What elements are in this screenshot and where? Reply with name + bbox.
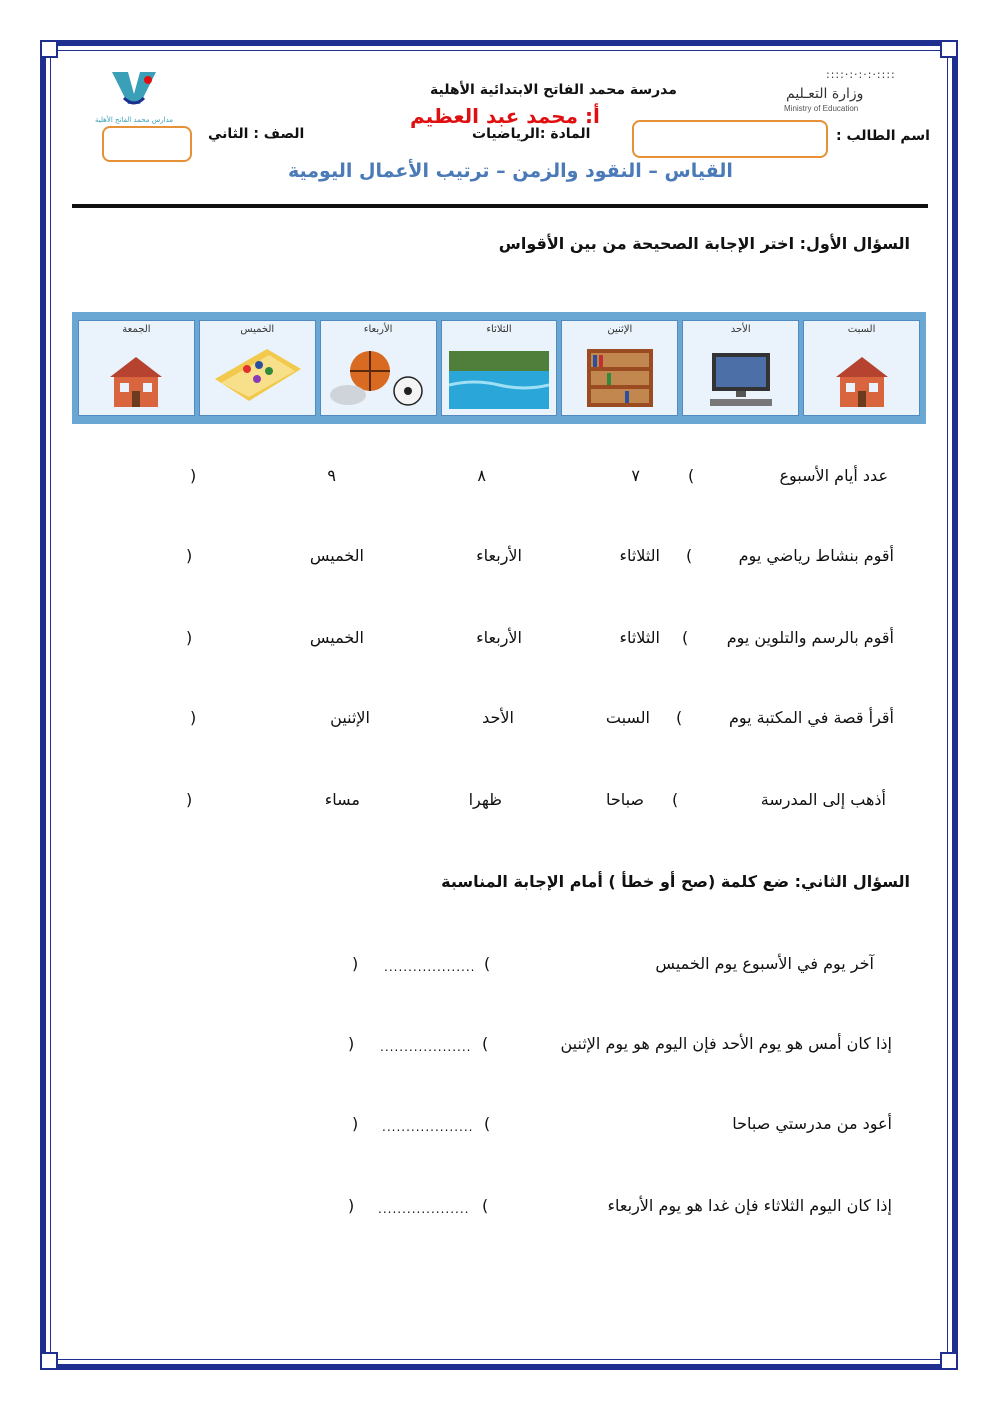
open-paren: ( bbox=[484, 954, 491, 973]
score-box[interactable] bbox=[102, 126, 192, 162]
logo-emblem-icon bbox=[84, 68, 184, 112]
close-paren: ) bbox=[190, 708, 197, 727]
open-paren: ( bbox=[688, 466, 695, 485]
close-paren: ) bbox=[348, 1034, 355, 1053]
answer-option[interactable]: الإثنين bbox=[330, 708, 370, 727]
day-card-sunday bbox=[682, 320, 799, 416]
house-icon bbox=[832, 353, 892, 409]
day-label: الجمعة bbox=[122, 324, 151, 335]
answer-blank[interactable]: ................... bbox=[378, 1202, 470, 1216]
subject-label: المادة :الرياضيات bbox=[472, 126, 591, 142]
answer-option[interactable]: الأربعاء bbox=[476, 628, 522, 647]
paint-palette-icon bbox=[207, 339, 307, 409]
open-paren: ( bbox=[482, 1034, 489, 1053]
day-card-monday bbox=[561, 320, 678, 416]
open-paren: ( bbox=[676, 708, 683, 727]
student-name-label: اسم الطالب : bbox=[836, 128, 930, 144]
ministry-name-en: Ministry of Education bbox=[784, 104, 859, 113]
pool-icon bbox=[449, 351, 549, 409]
q1-stem: أقوم بالرسم والتلوين يوم bbox=[726, 628, 894, 647]
ministry-name-ar: وزارة التعـليم bbox=[786, 86, 864, 102]
answer-option[interactable]: الخميس bbox=[309, 546, 364, 565]
day-card-friday bbox=[78, 320, 195, 416]
day-card-thursday bbox=[199, 320, 316, 416]
close-paren: ) bbox=[352, 1114, 359, 1133]
corner-ornament bbox=[40, 40, 58, 58]
day-label: السبت bbox=[847, 324, 876, 335]
close-paren: ) bbox=[348, 1196, 355, 1215]
answer-option[interactable]: ٨ bbox=[477, 466, 486, 485]
q1-stem: أقوم بنشاط رياضي يوم bbox=[738, 546, 894, 565]
q1-stem: عدد أيام الأسبوع bbox=[779, 466, 888, 485]
logo-caption: مدارس محمد الفاتح الأهلية bbox=[95, 116, 173, 124]
question-1-title: السؤال الأول: اختر الإجابة الصحيحة من بين الأقواس bbox=[498, 234, 910, 253]
day-label: الخميس bbox=[240, 324, 275, 335]
school-logo bbox=[84, 68, 184, 124]
weekdays-strip bbox=[72, 312, 926, 424]
corner-ornament bbox=[940, 1352, 958, 1370]
house-icon bbox=[106, 353, 166, 409]
day-card-saturday bbox=[803, 320, 920, 416]
answer-option[interactable]: مساء bbox=[324, 790, 360, 809]
answer-option[interactable]: الثلاثاء bbox=[619, 546, 660, 565]
answer-option[interactable]: ٩ bbox=[327, 466, 336, 485]
answer-option[interactable]: صباحا bbox=[605, 790, 644, 809]
q2-statement: أعود من مدرستي صباحا bbox=[732, 1114, 892, 1133]
ministry-logo-mark: ::::·:·:·:·:::: bbox=[826, 68, 896, 81]
answer-blank[interactable]: ................... bbox=[384, 960, 476, 974]
day-card-tuesday bbox=[441, 320, 558, 416]
corner-ornament bbox=[40, 1352, 58, 1370]
teacher-name: أ: محمد عبد العظيم bbox=[410, 104, 600, 128]
close-paren: ) bbox=[186, 790, 193, 809]
question-2-title: السؤال الثاني: ضع كلمة (صح أو خطأ ) أمام الإجابة المناسبة bbox=[441, 872, 910, 891]
answer-option[interactable]: ٧ bbox=[631, 466, 640, 485]
answer-option[interactable]: الثلاثاء bbox=[619, 628, 660, 647]
answer-blank[interactable]: ................... bbox=[380, 1040, 472, 1054]
bookshelf-icon bbox=[585, 347, 655, 409]
day-card-wednesday bbox=[320, 320, 437, 416]
answer-option[interactable]: الأحد bbox=[482, 708, 514, 727]
grade-label: الصف : الثاني bbox=[208, 126, 305, 142]
open-paren: ( bbox=[672, 790, 679, 809]
close-paren: ) bbox=[186, 546, 193, 565]
day-label: الثلاثاء bbox=[486, 324, 512, 335]
corner-ornament bbox=[940, 40, 958, 58]
answer-option[interactable]: الأربعاء bbox=[476, 546, 522, 565]
worksheet-topic: القياس – النقود والزمن – ترتيب الأعمال اليومية bbox=[288, 160, 733, 182]
student-name-field[interactable] bbox=[632, 120, 828, 158]
q2-statement: إذا كان أمس هو يوم الأحد فإن اليوم هو يوم الإثنين bbox=[560, 1034, 892, 1053]
day-label: الأحد bbox=[730, 324, 751, 335]
answer-option[interactable]: السبت bbox=[605, 708, 650, 727]
q2-statement: آخر يوم في الأسبوع يوم الخميس bbox=[655, 954, 874, 973]
q1-stem: أذهب إلى المدرسة bbox=[760, 790, 886, 809]
answer-option[interactable]: ظهرا bbox=[468, 790, 502, 809]
answer-blank[interactable]: ................... bbox=[382, 1120, 474, 1134]
day-label: الإثنين bbox=[607, 324, 633, 335]
school-name: مدرسة محمد الفاتح الابتدائية الأهلية bbox=[430, 82, 677, 98]
computer-icon bbox=[706, 351, 776, 409]
answer-option[interactable]: الخميس bbox=[309, 628, 364, 647]
open-paren: ( bbox=[484, 1114, 491, 1133]
open-paren: ( bbox=[682, 628, 689, 647]
close-paren: ) bbox=[186, 628, 193, 647]
close-paren: ) bbox=[352, 954, 359, 973]
q1-stem: أقرأ قصة في المكتبة يوم bbox=[728, 708, 894, 727]
close-paren: ) bbox=[190, 466, 197, 485]
open-paren: ( bbox=[482, 1196, 489, 1215]
day-label: الأربعاء bbox=[363, 324, 393, 335]
header-divider bbox=[72, 204, 928, 208]
q2-statement: إذا كان اليوم الثلاثاء فإن غدا هو يوم الأربعاء bbox=[607, 1196, 892, 1215]
sports-balls-icon bbox=[328, 349, 428, 409]
open-paren: ( bbox=[686, 546, 693, 565]
